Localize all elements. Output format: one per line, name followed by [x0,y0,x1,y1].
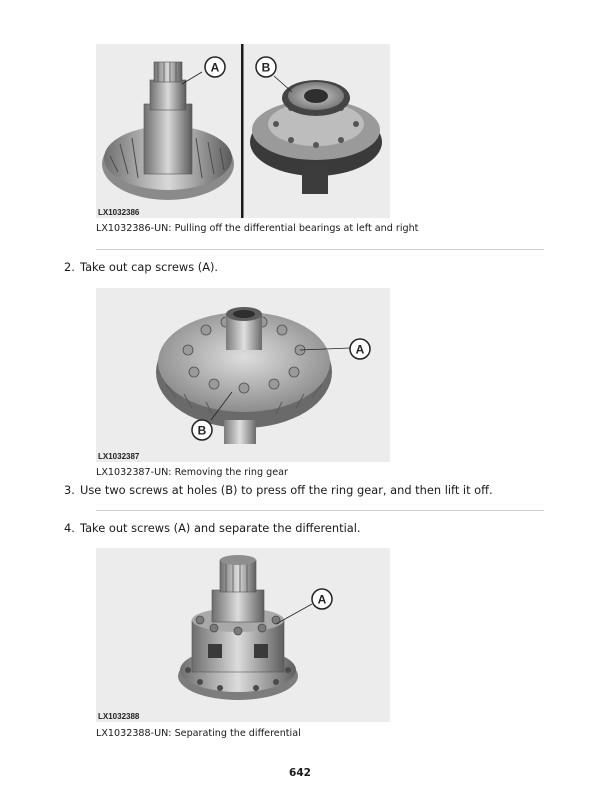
svg-text:A: A [355,342,365,357]
figure-separating-differential [96,548,390,722]
callout-a [205,57,225,77]
differential-case-photo [96,548,390,722]
callout-a [312,589,332,609]
svg-text:B: B [261,60,271,75]
callout-a [350,339,370,359]
figure-caption: LX1032386-UN: Pulling off the differential bearings at left and right [96,223,419,234]
step-text: Use two screws at holes (B) to press off the ring gear, and then lift it off. [80,483,493,497]
figure-code: LX1032386 [98,208,140,217]
differential-bearings-photo [96,44,390,218]
step-number: 4. [64,521,75,535]
divider [96,510,544,511]
svg-text:B: B [197,423,207,438]
ring-gear-photo [96,288,390,462]
step-text: Take out cap screws (A). [80,260,219,274]
step-item [64,483,493,497]
figure-code: LX1032387 [98,452,140,461]
figure-caption: LX1032387-UN: Removing the ring gear [96,467,288,478]
page-number: 642 [289,767,311,779]
figure-caption: LX1032388-UN: Separating the differential [96,728,301,739]
figure-bearing-pulling [96,44,390,218]
step-number: 3. [64,483,75,497]
svg-text:A: A [317,592,327,607]
figure-code: LX1032388 [98,712,140,721]
step-item [64,260,218,274]
step-item [64,521,361,535]
step-text: Take out screws (A) and separate the differential. [80,521,361,535]
svg-text:A: A [210,60,220,75]
step-number: 2. [64,260,75,274]
figure-ring-gear [96,288,390,462]
divider [96,249,544,250]
callout-b [256,57,276,77]
callout-b [192,420,212,440]
